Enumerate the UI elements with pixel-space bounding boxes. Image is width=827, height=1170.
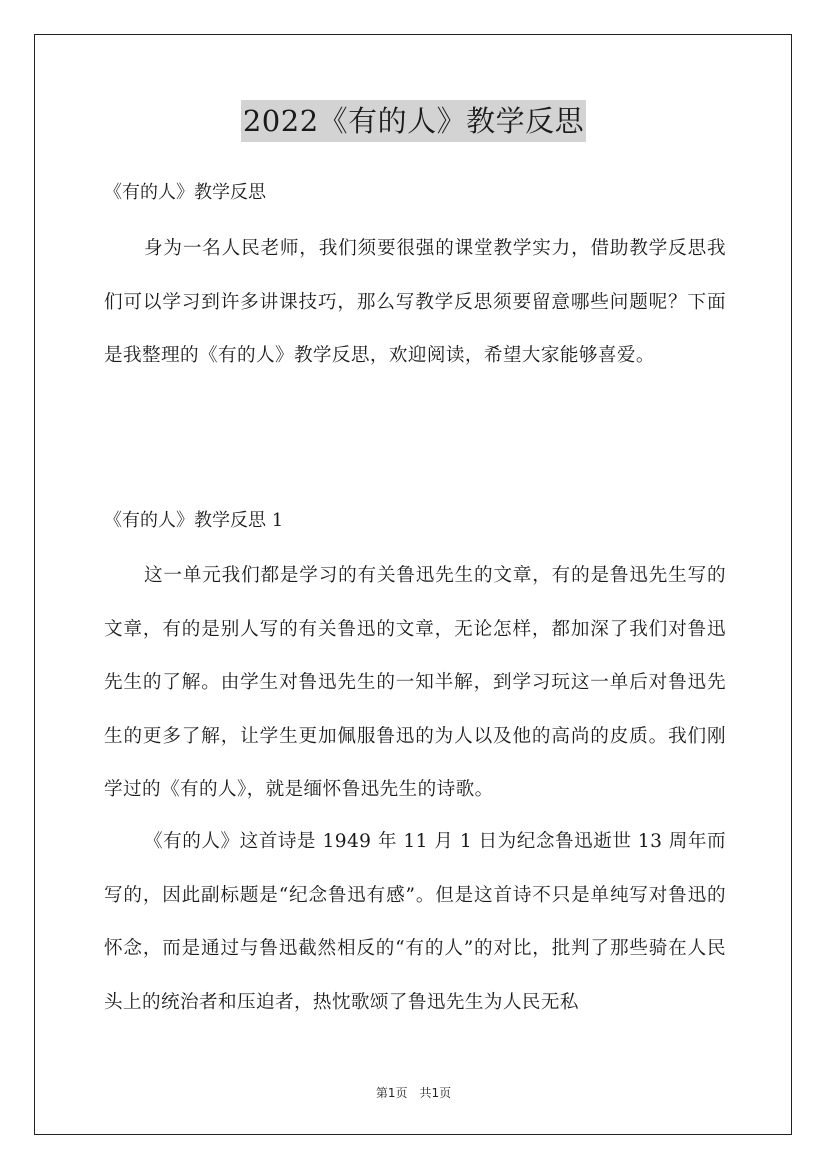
page-number-footer: 第1页 共1页: [375, 1086, 452, 1100]
intro-paragraph: 身为一名人民老师，我们须要很强的课堂教学实力，借助教学反思我们可以学习到许多讲课技巧，那么写教学反思须要留意哪些问题呢？下面是我整理的《有的人》教学反思，欢迎阅读，希望大家能够喜爱。: [104, 238, 726, 366]
title-area: [0, 100, 827, 142]
section-paragraph-1: 这一单元我们都是学习的有关鲁迅先生的文章，有的是鲁迅先生写的文章，有的是别人写的有关鲁迅的文章，无论怎样，都加深了我们对鲁迅先生的了解。由学生对鲁迅先生的一知半解，到学习玩这一单后对鲁迅先生的更多了解，让学生更加佩服鲁迅的为人以及他的高尚的皮质。我们刚学过的《有的人》，就是缅怀鲁迅先生的诗歌。: [104, 565, 726, 800]
document-subtitle: 《有的人》教学反思: [104, 182, 266, 203]
section-heading: 《有的人》教学反思 1: [104, 510, 284, 531]
document-title: 2022《有的人》教学反思: [241, 100, 586, 142]
section-paragraph-2: 《有的人》这首诗是 1949 年 11 月 1 日为纪念鲁迅逝世 13 周年而写的，因此副标题是“纪念鲁迅有感”。但是这首诗不只是单纯写对鲁迅的怀念，而是通过与鲁迅截然相反的“有的人”的对比，批判了那些骑在人民头上的统治者和压迫者，热忱歌颂了鲁迅先生为人民无私: [104, 831, 726, 1013]
